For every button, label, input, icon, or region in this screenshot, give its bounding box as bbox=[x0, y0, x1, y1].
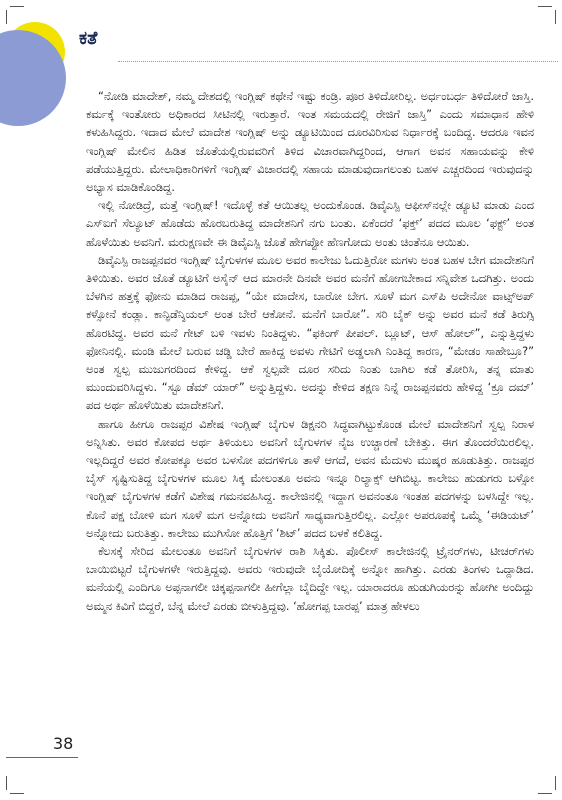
paragraph: ಡಿವೈಎಸ್ಪಿ ರಾಜಪ್ಪನವರ ಇಂಗ್ಲಿಷ್ ಬೈಗುಳಗಳ ಮೂಲ ಅವರ ಕಾಲೇಜು ಓದುತ್ತಿರೋ ಮಗಳು ಅಂತ ಬಹಳ ಬೇಗ ಮಾದೇಶನಿಗೆ ತಿಳಿಯಿತು. ಅವರ ಜೊತೆ ಡ್ಯೂಟಿಗೆ ಅಸೈನ್ ಆದ ಮಾರನೇ ದಿನವೇ ಅವರ ಮನೆಗೆ ಹೋಗಬೇಕಾದ ಸನ್ನಿವೇಶ ಒದಗಿತ್ತು. ಅಂದು ಬೆಳಗಿನ ಹತ್ತಕ್ಕೆ ಫೋನು ಮಾಡಿದ ರಾಜಪ್ಪ, “ಯೇ ಮಾದೇಸ, ಬಾರೋ ಬೇಗ. ಸೂಳೆ ಮಗ ಎಸ್‌ಪಿ ಅದೇನೋ ವಾಟ್ಸ್‌ಅಪ್ ಕಳ್ಸೋನೆ ಕಂಡ್ಲಾ. ಕಾನ್ಫಿಡೆನ್ಶಿಯಲ್ ಅಂತ ಬೇರೆ ಆಕೋನೆ. ಮನೆಗೆ ಬಾರೋ”. ಸರಿ ಬೈಕ್ ಅನ್ನು ಅವರ ಮನೆ ಕಡೆ ತಿರುಗ್ಸಿ ಹೊರಟಿದ್ದ. ಅವರ ಮನೆ ಗೇಟ್ ಬಳಿ ಇವಳು ನಿಂತಿದ್ದಳು. “ಫಕಿಂಗ್ ಪೀಪಲ್. ಬ್ಲೂಟ್, ಆಸ್ ಹೋಲ್”, ಎನ್ನುತ್ತಿದ್ದಳು ಫೋನಿನಲ್ಲಿ. ಮಂಡಿ ಮೇಲೆ ಬರುವ ಚಡ್ಡಿ ಬೇರೆ ಹಾಕಿದ್ದ ಅವಳು ಗೇಟಿಗೆ ಅಡ್ಡಲಾಗಿ ನಿಂತಿದ್ದ ಕಾರಣ, “ಮೇಡಂ ಸಾಹೇಬ್ರೂ?” ಅಂತ ಸ್ವಲ್ಪ ಮುಜುಗರದಿಂದ ಕೇಳಿದ್ದ. ಆಕೆ ಸ್ವಲ್ಪವೇ ದೂರ ಸರಿದು ನಿಂತು ಬಾಗಿಲ ಕಡೆ ತೋರಿಸಿ, ತನ್ನ ಮಾತು ಮುಂದುವರಿಸಿದ್ದಳು. “ಸ್ಟೂ ಡೆಮ್ ಯಾರ್” ಅನ್ನುತ್ತಿದ್ದಳು. ಅದನ್ನು ಕೇಳಿದ ತಕ್ಷಣ ನಿನ್ನೆ ರಾಜಪ್ಪನವರು ಹೇಳಿದ್ದ ‘ಕ್ರೂ ದಮ್’ ಪದ ಅರ್ಥ ಹೊಳೆಯಿತು ಮಾದೇಶನಿಗೆ. bbox=[86, 253, 535, 413]
paragraph: “ನೋಡಿ ಮಾದೇಶ್, ನಮ್ಮ ದೇಶದಲ್ಲಿ ಇಂಗ್ಲಿಷ್ ಕಥೇನೆ ಇಷ್ಟು ಕಂಡ್ರಿ. ಪೂರ ತಿಳಿದೋರಿಲ್ಲ. ಅರ್ಧಂಬರ್ಧ ತಿಳಿದೋರೆ ಜಾಸ್ತಿ. ಕರ್ಮಕ್ಕೆ ಇಂತೋರು ಅಧಿಕಾರದ ಸೀಟಿನಲ್ಲಿ ಇರುತ್ತಾರೆ. ಇಂತ ಸಮಯದಲ್ಲಿ ರೇಜಿಗೆ ಜಾಸ್ತಿ” ಎಂದು ಸಮಾಧಾನ ಹೇಳಿ ಕಳುಹಿಸಿದ್ದರು. ಇದಾದ ಮೇಲೆ ಮಾದೇಶ ಇಂಗ್ಲಿಷ್ ಅನ್ನು ಡ್ಯೂಟಿಯಿಂದ ದೂರವಿರಿಸುವ ನಿರ್ಧಾರಕ್ಕೆ ಬಂದಿದ್ದ. ಆದರೂ ಇವನ ಇಂಗ್ಲಿಷ್ ಮೇಲಿನ ಹಿಡಿತ ಜೊತೆಯಲ್ಲಿರುವವರಿಗೆ ತಿಳಿದ ವಿಚಾರವಾಗಿದ್ದರಿಂದ, ಆಗಾಗ ಅವನ ಸಹಾಯವನ್ನು ಕೇಳಿ ಪಡೆಯುತ್ತಿದ್ದರು. ಮೇಲಾಧಿಕಾರಿಗಳಿಗೆ ಇಂಗ್ಲಿಷ್ ವಿಚಾರದಲ್ಲಿ ಸಹಾಯ ಮಾಡುವುದಾಗಲಂತು ಬಹಳ ಎಚ್ಚರದಿಂದ ಇರುವುದನ್ನು ಅಭ್ಯಾಸ ಮಾಡಿಕೊಂಡಿದ್ದ. bbox=[86, 90, 534, 195]
header-dotted-rule bbox=[118, 61, 558, 62]
crop-mark bbox=[10, 793, 24, 794]
story-body bbox=[86, 88, 534, 616]
crop-mark bbox=[538, 793, 552, 794]
page-number: 38 bbox=[53, 734, 74, 753]
paragraph: ಹಾಗೂ ಹೀಗೂ ರಾಜಪ್ಪರ ವಿಶೇಷ ಇಂಗ್ಲಿಷ್ ಬೈಗುಳ ಡಿಕ್ಷನರಿ ಸಿದ್ಧವಾಗಿಟ್ಟುಕೊಂಡ ಮೇಲೆ ಮಾದೇಶನಿಗೆ ಸ್ವಲ್ಪ ನಿರಾಳ ಅನ್ನಿಸಿತು. ಅವರ ಕೋಪದ ಅರ್ಥ ತಿಳಿಯಲು ಅವನಿಗೆ ಬೈಗುಳಗಳ ನೈಜ ಉಚ್ಚಾರಣೆ ಬೇಕಿತ್ತು. ಈಗ ತೊಂದರೆಯಿರಲಿಲ್ಲ. ಇಲ್ಲದಿದ್ದರೆ ಅವರ ಕೋಪಕ್ಕೂ ಅವರ ಬಳಸೋ ಪದಗಳಿಗೂ ತಾಳೆ ಆಗದೆ, ಅವನ ಮೆದುಳು ಮುಷ್ಕರ ಹೂಡುತಿತ್ತು. ರಾಜಪ್ಪರ ಬೈಸ್ ಸೃಷ್ಟಿಸುತಿದ್ದ ಬೈಗುಳಗಳ ಮೂಲ ಸಿಕ್ಕ ಮೇಲಂತೂ ಅವನು ಇನ್ನೂ ರಿಲ್ಯಾಕ್ಸ್ ಆಗಿಬಿಟ್ಟ. ಕಾಲೇಜು ಹುಡುಗರು ಬಳ್ಸೋ ಇಂಗ್ಲಿಷ್ ಬೈಗುಳಗಳ ಕಡೆಗೆ ವಿಶೇಷ ಗಮನವಹಿಸಿದ್ದ. ಕಾಲೇಜಿನಲ್ಲಿ ಇದ್ದಾಗ ಅವನಂತೂ ಇಂತಹ ಪದಗಳನ್ನು ಬಳಸಿದ್ದೇ ಇಲ್ಲ. ಕೊನೆ ಪಕ್ಷ ಬೋಳಿ ಮಗ ಸೂಳೆ ಮಗ ಅನ್ನೋದು ಅವನಿಗೆ ಸಾಧ್ಯವಾಗುತ್ತಿರಲಿಲ್ಲ. ಎಲ್ಲೋ ಅಪರೂಪಕ್ಕೆ ಒಮ್ಮೆ ‘ಈಡಿಯಟ್’ ಅನ್ನೋದು ಬರುತಿತ್ತು. ಕಾಲೇಜು ಮುಗಿಸೋ ಹೊತ್ತಿಗೆ ‘ಶಿಟ್’ ಪದದ ಬಳಕೆ ಕಲಿತಿದ್ದ. bbox=[86, 417, 534, 540]
crop-mark bbox=[555, 10, 556, 24]
section-title: ಕತೆ bbox=[79, 28, 98, 49]
crop-mark bbox=[6, 776, 7, 790]
crop-mark bbox=[10, 6, 24, 7]
crop-mark bbox=[538, 6, 552, 7]
paragraph: ಕೆಲಸಕ್ಕೆ ಸೇರಿದ ಮೇಲಂತೂ ಅವನಿಗೆ ಬೈಗುಳಗಳ ರಾಶಿ ಸಿಕ್ಕಿತು. ಪೊಲೀಸ್ ಕಾಲೇಜಿನಲ್ಲಿ ಟ್ರೈನರ್‌ಗಳು, ಟೀಚರ್‌ಗಳು ಬಾಯಿಬಿಟ್ಟರೆ ಬೈಗುಳಗಳೇ ಇರುತ್ತಿದ್ದವು. ಅವರು ಇರುವುದೇ ಬೈಯೋದಿಕ್ಕೆ ಅನ್ನೋ ಹಾಗಿತ್ತು. ಎರಡು ತಿಂಗಳು ಒದ್ದಾಡಿದ. ಮನೆಯಲ್ಲಿ ಎಂದಿಗೂ ಅಪ್ಪನಾಗಲೀ ಚಿಕ್ಕಪ್ಪನಾಗಲೀ ಹೀಗೆಲ್ಲಾ ಬೈದಿದ್ದೇ ಇಲ್ಲ. ಯಾರಾದರೂ ಹುಡುಗಿಯರನ್ನು ಹೋಗೀ ಅಂದಿದ್ದು ಅಮ್ಮನ ಕಿವಿಗೆ ಬಿದ್ದರೆ, ಬೆನ್ನ ಮೇಲೆ ಎರಡು ಬೀಳುತ್ತಿದ್ದವು. ‘ಹೋಗಪ್ಪ ಬಾರಪ್ಪ’ ಮಾತ್ರ ಹೇಳಲು bbox=[86, 545, 534, 613]
footer-rule bbox=[6, 757, 78, 758]
crop-mark bbox=[6, 10, 7, 24]
paragraph: ಇಲ್ಲಿ ನೋಡಿದ್ರೆ, ಮತ್ತೆ ಇಂಗ್ಲಿಷ್! ಇದೊಳ್ಳೆ ಕತೆ ಆಯಿತಲ್ಲ ಅಂದುಕೊಂಡ. ಡಿವೈಎಸ್ಪಿ ಆಫೀಸ್‌ನಲ್ಲೇ ಡ್ಯೂಟಿ ಮಾಡು ಎಂದ ಎಸ್‌ಐಗೆ ಸೆಲ್ಯೂಟ್ ಹೊಡೆದು ಹೊರಬರುತಿದ್ದ ಮಾದೇಶನಿಗೆ ನಗು ಬಂತು. ಏಕೆಂದರೆ ‘ಫಕ್ತ್’ ಪದದ ಮೂಲ ‘ಫಕ್ಟ್’ ಅಂತ ಹೊಳೆಯಿತು ಅವನಿಗೆ. ಮರುಕ್ಷಣವೇ ಈ ಡಿವೈಎಸ್ಪಿ ಜೊತೆ ಹೇಗಪ್ಪೋ ಹೆಣಗೋದು ಅಂತು ಚಿಂತೆನೂ ಆಯಿತು. bbox=[86, 199, 534, 249]
crop-mark bbox=[555, 776, 556, 790]
